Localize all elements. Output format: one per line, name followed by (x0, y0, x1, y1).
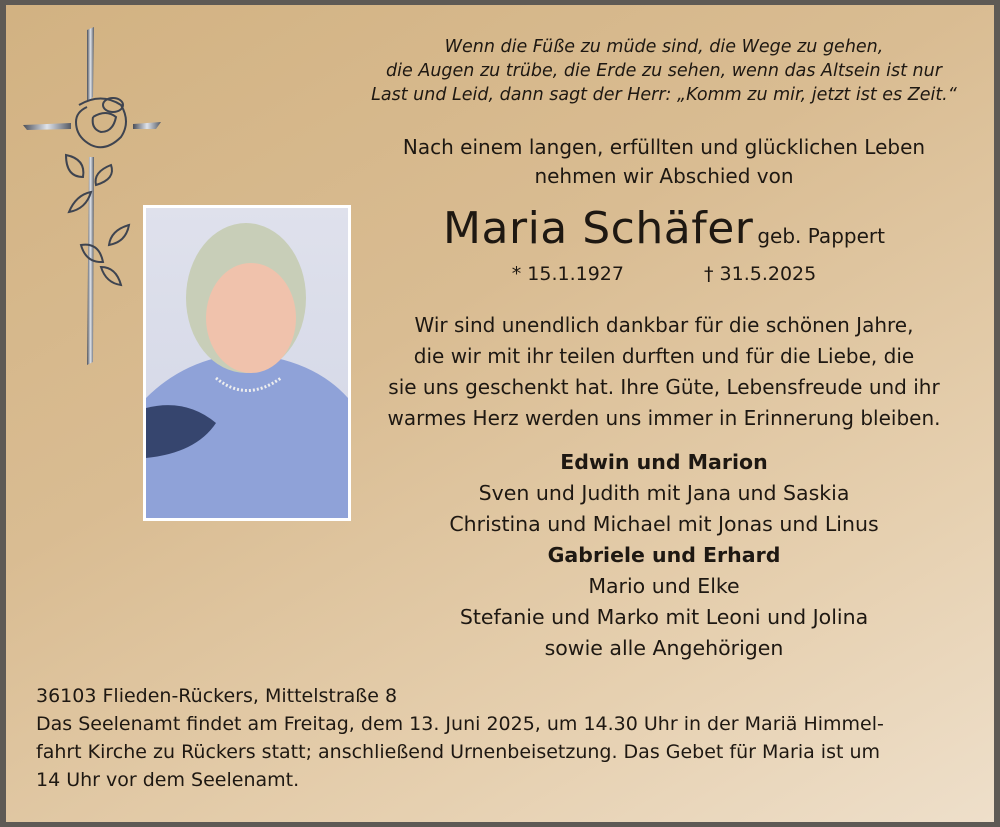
verse-line: Last und Leid, dann sagt der Herr: „Komm zu mir, jetzt ist es Zeit.“ (371, 85, 957, 105)
intro-line: Nach einem langen, erfüllten und glücklichen Leben (402, 135, 926, 159)
intro-text (351, 133, 977, 191)
birth-date: * 15.1.1927 (511, 263, 624, 285)
mourner: Sven und Judith mit Jana und Saskia (478, 481, 850, 505)
thanks-line: Wir sind unendlich dankbar für die schönen Jahre, (414, 313, 914, 337)
death-date: † 31.5.2025 (704, 263, 817, 285)
birth-name: geb. Pappert (757, 224, 885, 248)
life-dates (351, 263, 977, 285)
mourner: Edwin und Marion (560, 450, 768, 474)
thanks-line: warmes Herz werden uns immer in Erinnerung bleiben. (387, 406, 941, 430)
thanks-text (351, 310, 977, 434)
mourner: Stefanie und Marko mit Leoni und Jolina (459, 605, 869, 629)
verse (351, 35, 977, 107)
mourners-list (351, 447, 977, 664)
thanks-line: die wir mit ihr teilen durften und für die Liebe, die (413, 344, 915, 368)
portrait-photo (143, 205, 351, 521)
service-line: 14 Uhr vor dem Seelenamt. (36, 769, 300, 791)
intro-line: nehmen wir Abschied von (534, 164, 794, 188)
verse-line: Wenn die Füße zu müde sind, die Wege zu gehen, (444, 37, 884, 57)
service-line: Das Seelenamt findet am Freitag, dem 13. Juni 2025, um 14.30 Uhr in der Mariä Himmel- (36, 713, 884, 735)
mourner: sowie alle Angehörigen (544, 636, 784, 660)
deceased-name: Maria Schäfer (443, 203, 754, 254)
mourner: Gabriele und Erhard (547, 543, 781, 567)
obituary-card (6, 5, 994, 822)
name-row (351, 201, 977, 257)
service-info (36, 682, 976, 794)
verse-line: die Augen zu trübe, die Erde zu sehen, wenn das Altsein ist nur (386, 61, 942, 81)
service-line: fahrt Kirche zu Rückers statt; anschließend Urnenbeisetzung. Das Gebet für Maria ist um (36, 741, 881, 763)
mourner: Christina und Michael mit Jonas und Linus (449, 512, 879, 536)
thanks-line: sie uns geschenkt hat. Ihre Güte, Lebensfreude und ihr (388, 375, 940, 399)
mourner: Mario und Elke (588, 574, 740, 598)
address: 36103 Flieden-Rückers, Mittelstraße 8 (36, 685, 398, 707)
